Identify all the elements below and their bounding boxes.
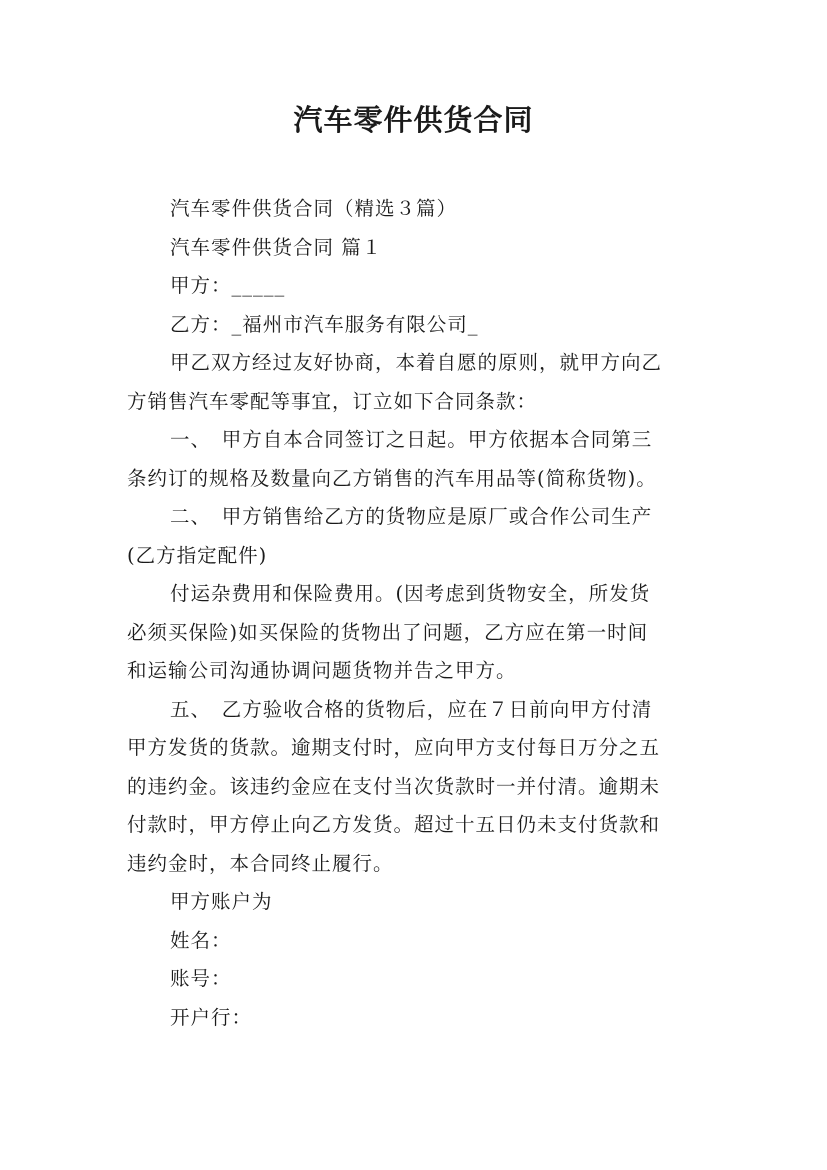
transport-paragraph bbox=[127, 575, 717, 691]
clause-2-paragraph bbox=[127, 498, 717, 575]
transport-line-2: 必须买保险)如买保险的货物出了问题，乙方应在第一时间 bbox=[127, 620, 649, 644]
account-number-paragraph bbox=[127, 960, 717, 999]
clause-2-line-2: (乙方指定配件) bbox=[127, 543, 268, 567]
subtitle-paragraph bbox=[127, 190, 717, 229]
name-label: 姓名： bbox=[170, 928, 232, 952]
party-a-text: 甲方：_____ bbox=[170, 274, 286, 297]
intro-paragraph bbox=[127, 344, 717, 421]
account-heading-text: 甲方账户为 bbox=[170, 890, 273, 913]
clause-5-line-5: 违约金时，本合同终止履行。 bbox=[127, 851, 394, 875]
document-body bbox=[127, 190, 717, 1037]
intro-line-1: 甲乙双方经过友好协商，本着自愿的原则，就甲方向乙 bbox=[170, 351, 663, 374]
section-heading-text: 汽车零件供货合同 篇１ bbox=[170, 235, 383, 259]
section-heading-paragraph bbox=[127, 229, 717, 268]
bank-paragraph bbox=[127, 999, 717, 1038]
clause-5-line-1: 五、 乙方验收合格的货物后，应在７日前向甲方付清 bbox=[170, 697, 653, 721]
party-a-paragraph bbox=[127, 267, 717, 306]
clause-5-paragraph bbox=[127, 691, 717, 884]
party-b-paragraph bbox=[127, 306, 717, 345]
document-title: 汽车零件供货合同 bbox=[293, 103, 534, 137]
clause-5-line-2: 甲方发货的货款。逾期支付时，应向甲方支付每日万分之五 bbox=[127, 736, 661, 759]
clause-1-line-2: 条约订的规格及数量向乙方销售的汽车用品等(简称货物)。 bbox=[127, 466, 657, 490]
subtitle-text: 汽车零件供货合同（精选３篇） bbox=[170, 197, 458, 220]
account-heading-paragraph bbox=[127, 883, 717, 922]
clause-1-line-1: 一、 甲方自本合同签订之日起。甲方依据本合同第三 bbox=[170, 428, 653, 451]
transport-line-3: 和运输公司沟通协调问题货物并告之甲方。 bbox=[127, 659, 517, 682]
transport-line-1: 付运杂费用和保险费用。(因考虑到货物安全，所发货 bbox=[170, 582, 651, 605]
clause-5-line-3: 的违约金。该违约金应在支付当次货款时一并付清。逾期未 bbox=[127, 774, 661, 798]
intro-line-2: 方销售汽车零配等事宜，订立如下合同条款： bbox=[127, 389, 538, 413]
bank-label: 开户行： bbox=[170, 1005, 253, 1029]
name-paragraph bbox=[127, 922, 717, 961]
clause-1-paragraph bbox=[127, 421, 717, 498]
clause-2-line-1: 二、 甲方销售给乙方的货物应是原厂或合作公司生产 bbox=[170, 505, 653, 528]
party-b-text: 乙方：_福州市汽车服务有限公司_ bbox=[170, 312, 479, 336]
account-number-label: 账号： bbox=[170, 967, 232, 990]
clause-5-line-4: 付款时，甲方停止向乙方发货。超过十五日仍未支付货款和 bbox=[127, 813, 661, 836]
